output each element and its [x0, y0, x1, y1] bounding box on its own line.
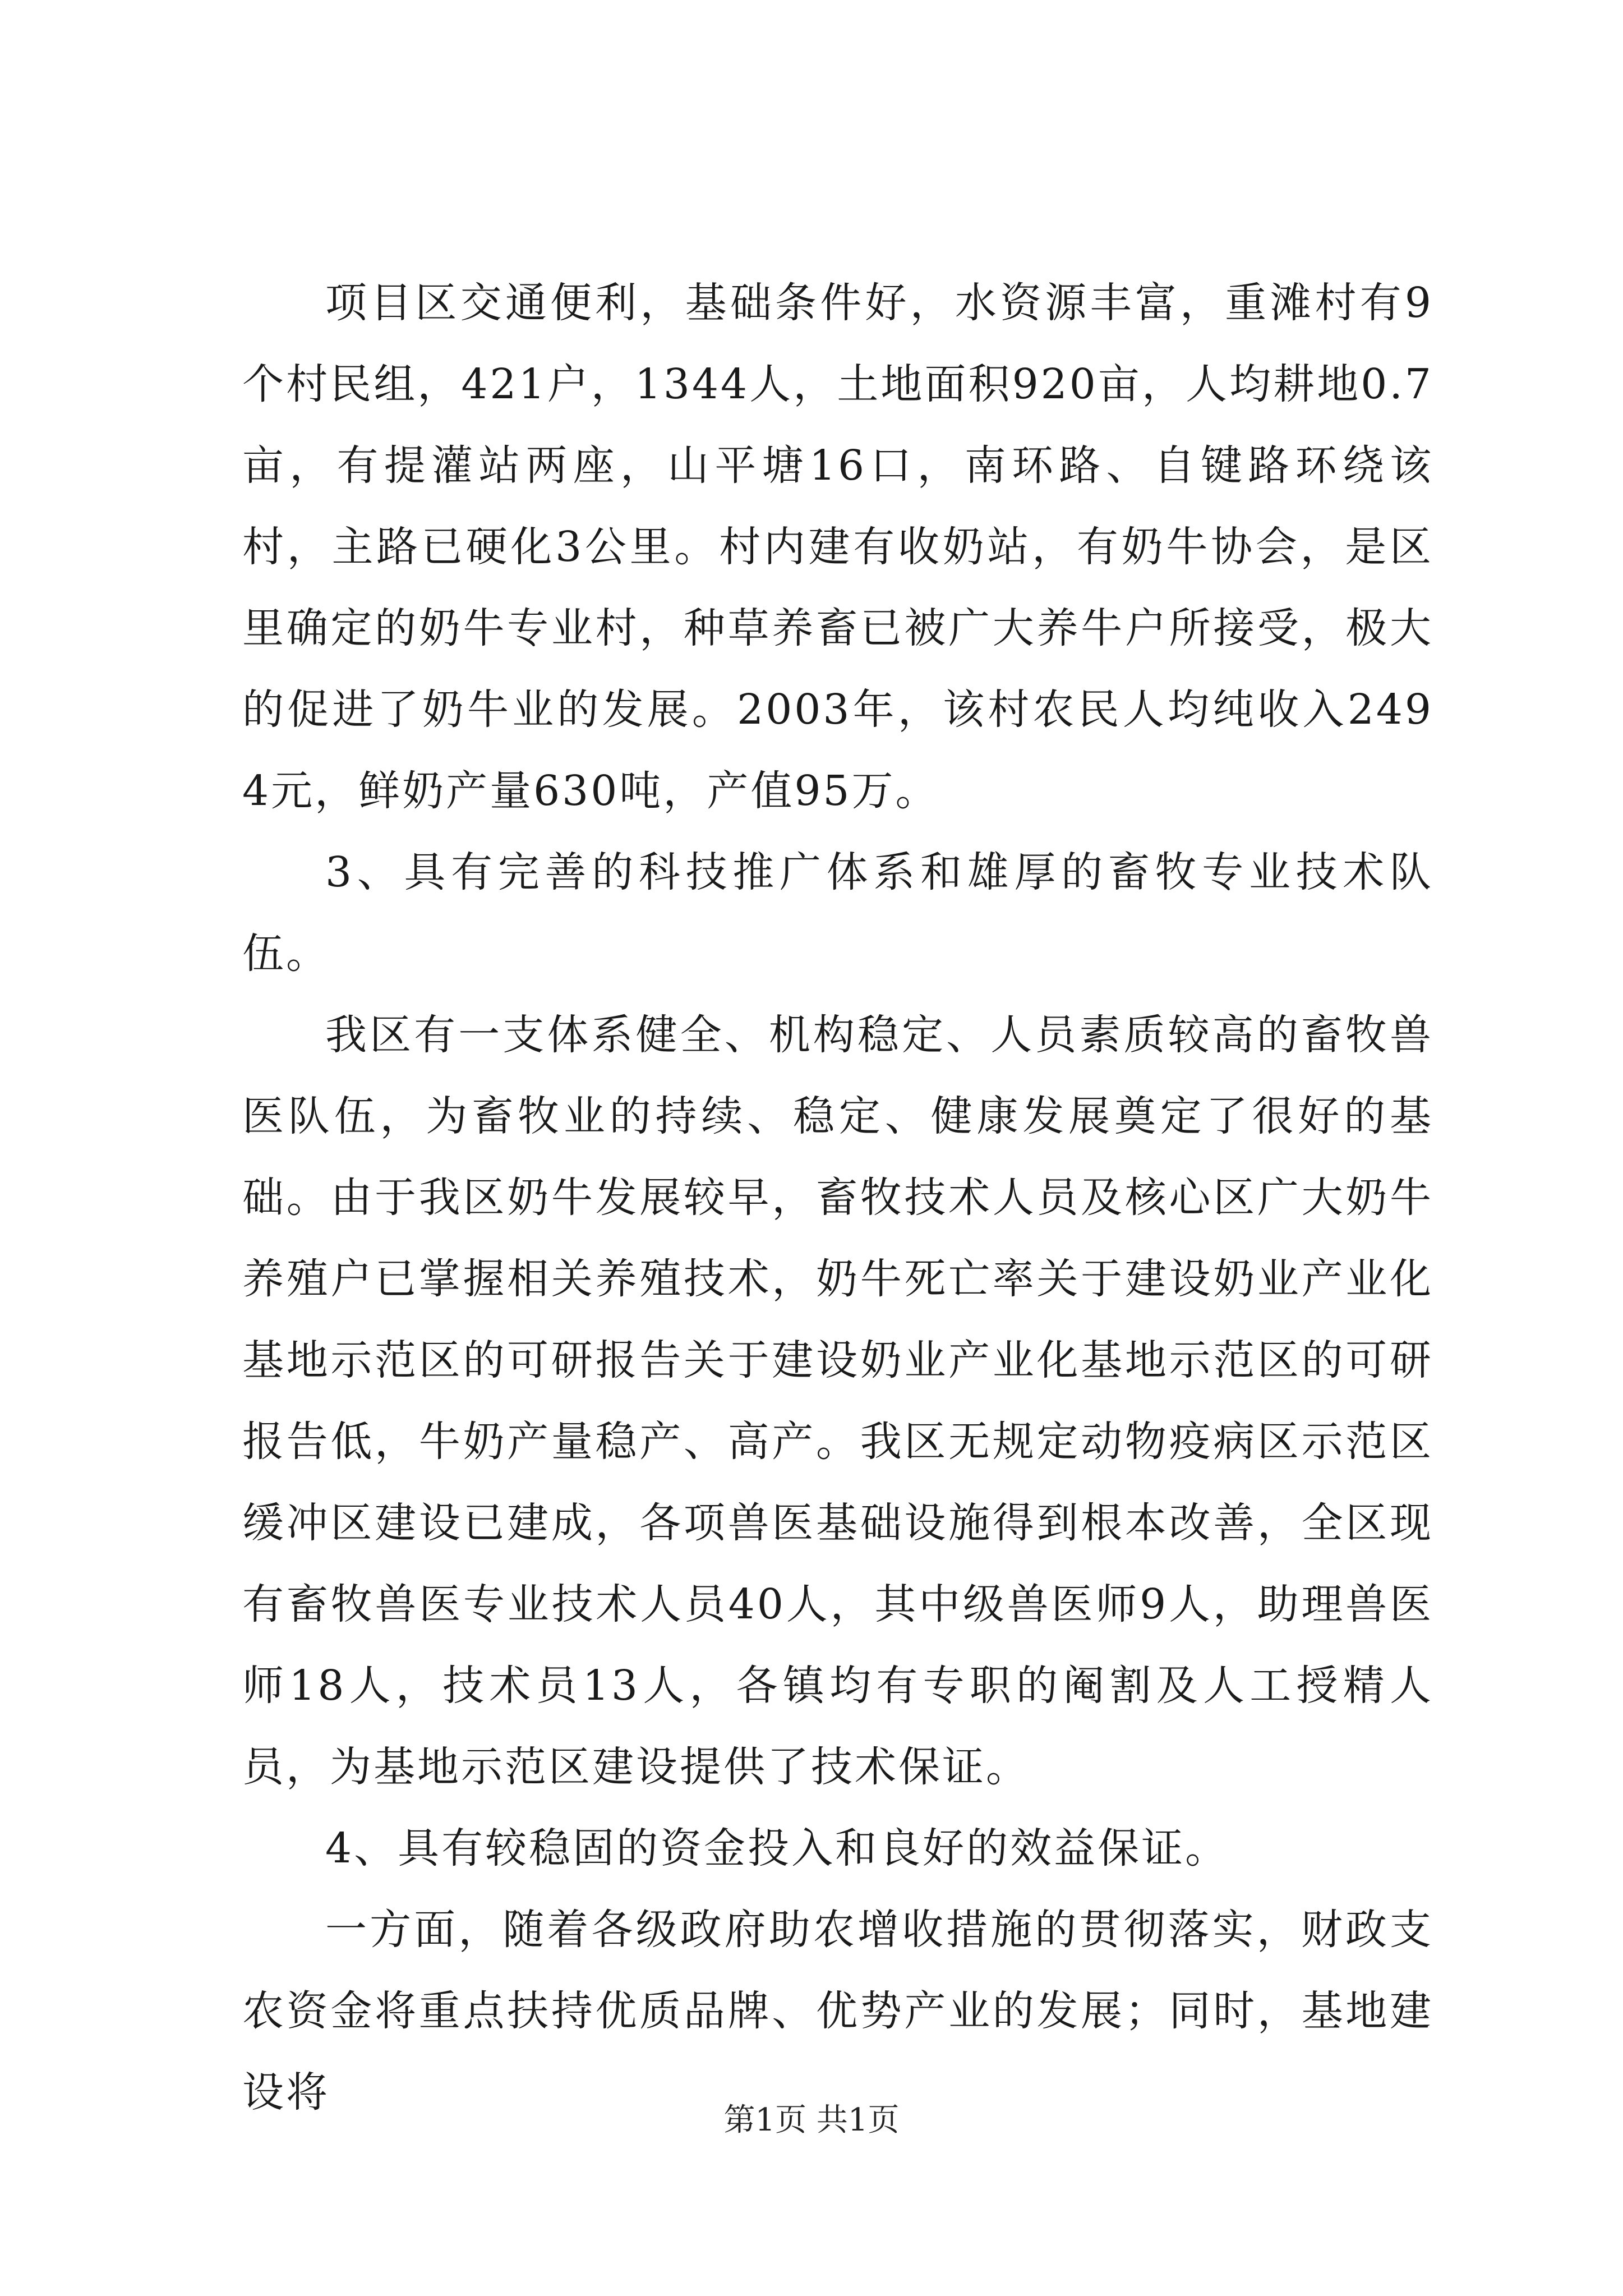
document-body — [242, 263, 1433, 2133]
paragraph: 项目区交通便利，基础条件好，水资源丰富，重滩村有9个村民组，421户，1344人，土地面积920亩，人均耕地0.7亩，有提灌站两座，山平塘16口，南环路、自键路环绕该村，主路已硬化3公里。村内建有收奶站，有奶牛协会，是区里确定的奶牛专业村，种草养畜已被广大养牛户所接受，极大的促进了奶牛业的发展。2003年，该村农民人均纯收入2494元，鲜奶产量630吨，产值95万。 — [242, 279, 1433, 815]
section-heading: 4、具有较稳固的资金投入和良好的效益保证。 — [325, 1824, 1229, 1872]
section-heading: 3、具有完善的科技推广体系和雄厚的畜牧专业技术队伍。 — [242, 848, 1433, 978]
paragraph: 一方面，随着各级政府助农增收措施的贯彻落实，财政支农资金将重点扶持优质品牌、优势产业的发展；同时，基地建设将 — [242, 1906, 1433, 2116]
page-footer: 第1页 共1页 — [723, 2102, 900, 2138]
paragraph: 我区有一支体系健全、机构稳定、人员素质较高的畜牧兽医队伍，为畜牧业的持续、稳定、健康发展奠定了很好的基础。由于我区奶牛发展较早，畜牧技术人员及核心区广大奶牛养殖户已掌握相关养殖技术，奶牛死亡率关于建设奶业产业化基地示范区的可研报告关于建设奶业产业化基地示范区的可研报告低，牛奶产量稳产、高产。我区无规定动物疫病区示范区缓冲区建设已建成，各项兽医基础设施得到根本改善，全区现有畜牧兽医专业技术人员40人，其中级兽医师9人，助理兽医师18人，技术员13人，各镇均有专职的阉割及人工授精人员，为基地示范区建设提供了技术保证。 — [242, 1011, 1433, 1791]
